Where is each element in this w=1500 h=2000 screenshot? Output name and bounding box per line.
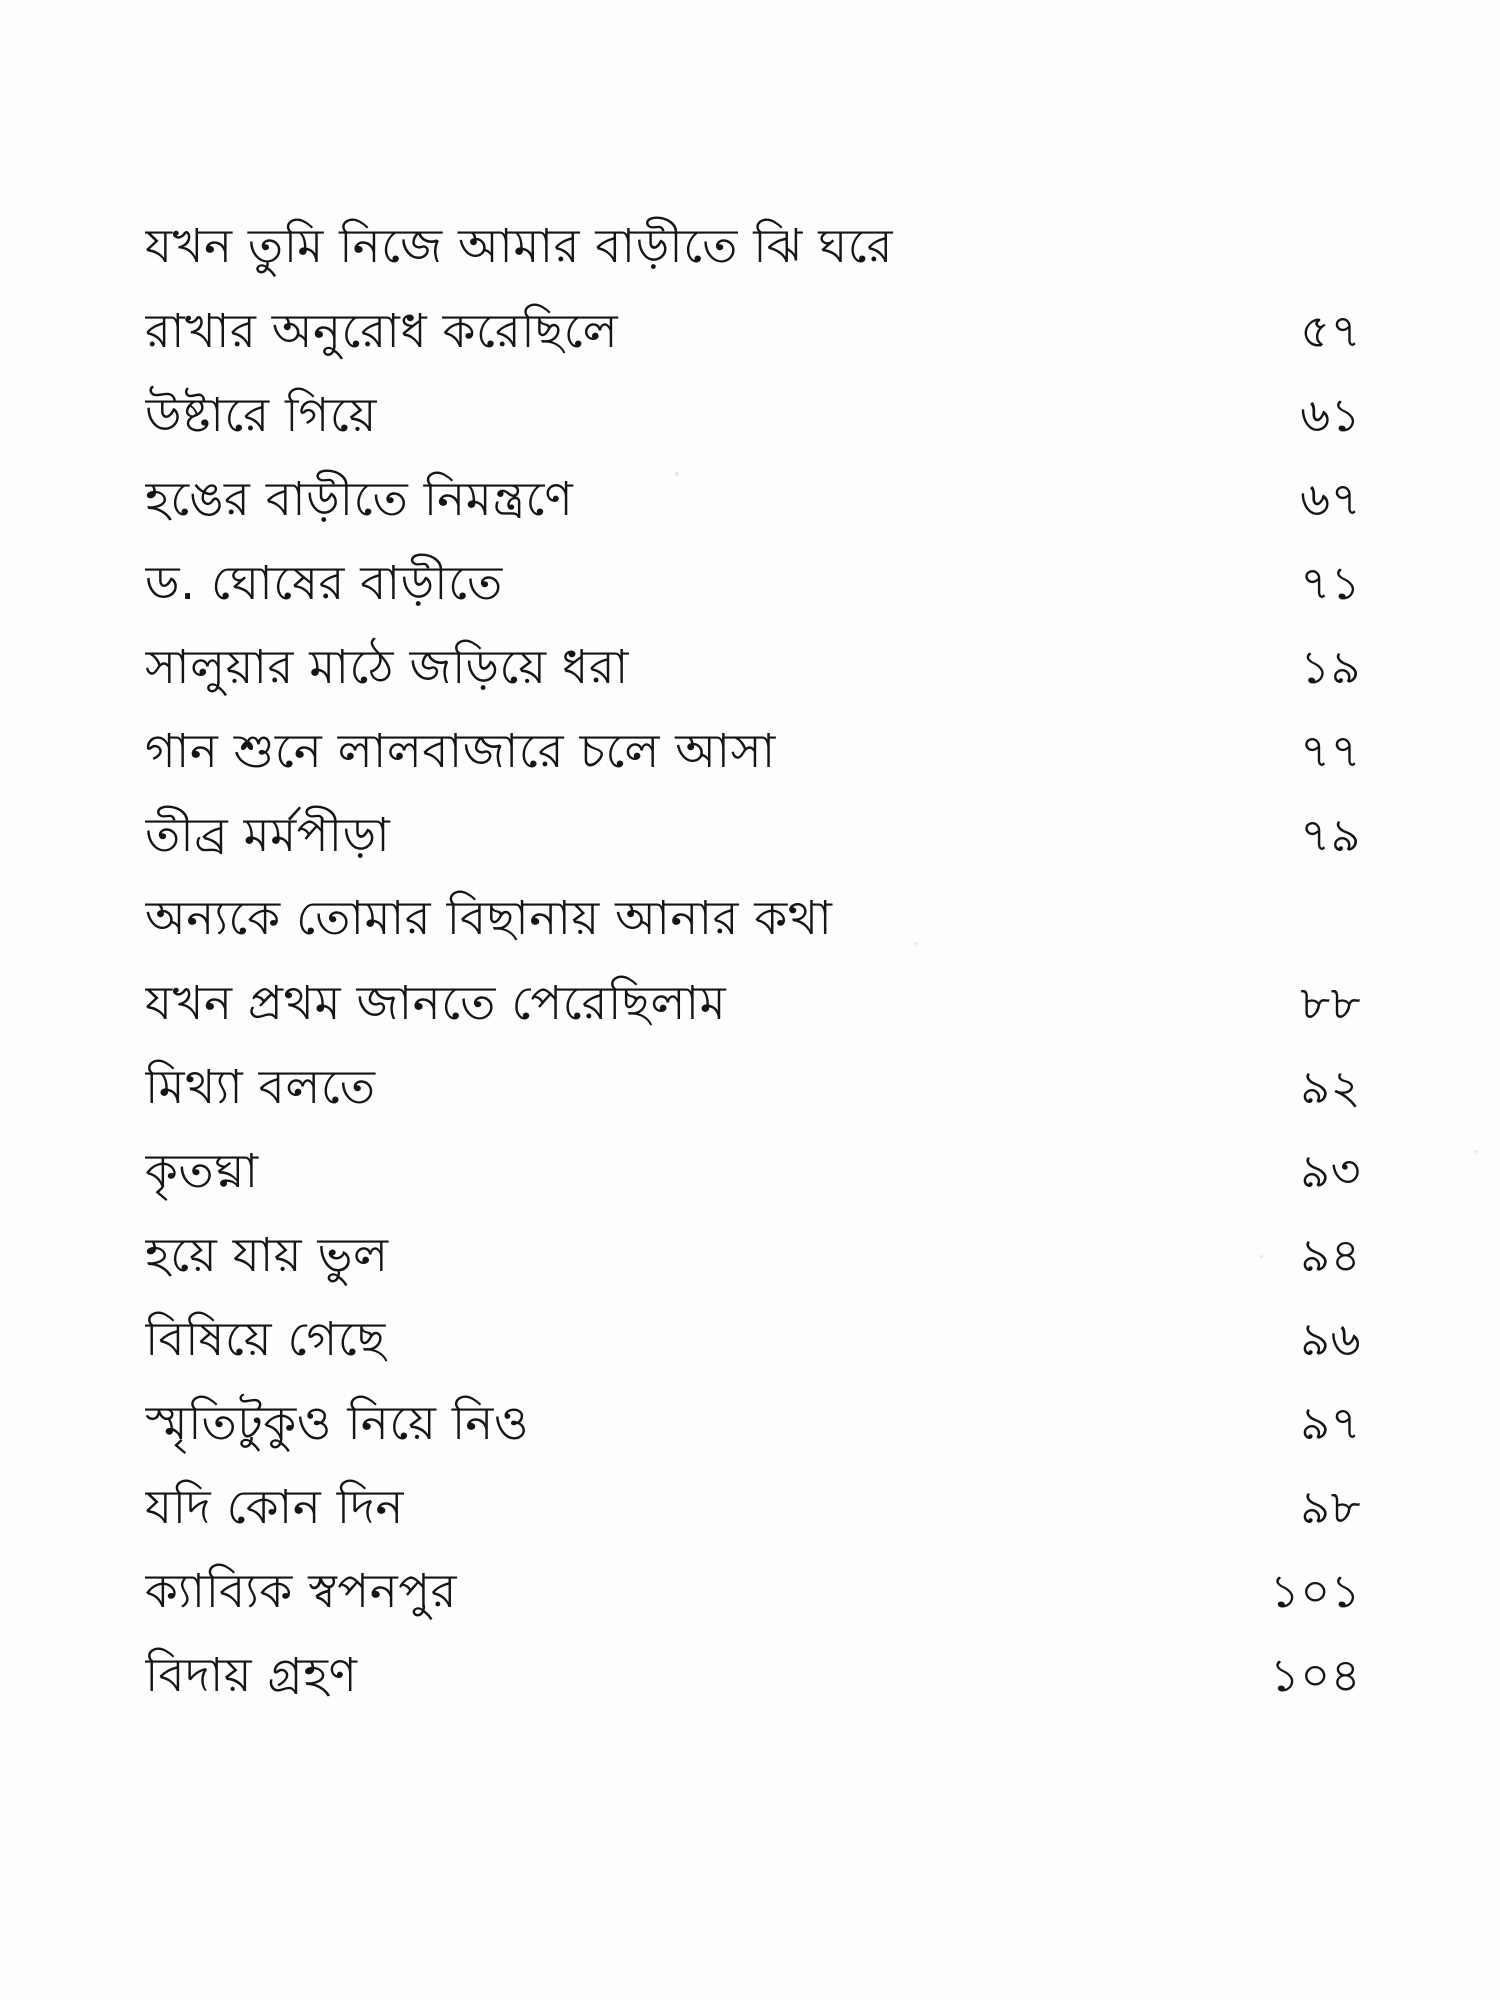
scan-speck xyxy=(915,942,918,945)
toc-entry-page: ৬৭ xyxy=(1300,472,1361,526)
toc-entry-title: মিথ্যা বলতে xyxy=(145,1060,376,1115)
toc-entry-title: হয়ে যায় ভুল xyxy=(145,1228,389,1283)
toc-entry-page: ৫৭ xyxy=(1300,304,1361,358)
toc-entry xyxy=(145,709,1365,793)
toc-entry xyxy=(145,373,1365,457)
toc-entry-title: ক্যাব্যিক স্বপনপুর xyxy=(145,1564,458,1619)
scan-speck xyxy=(1260,1255,1263,1258)
scan-speck xyxy=(1475,1150,1478,1153)
toc-entry-title: রাখার অনুরোধ করেছিলে xyxy=(145,304,619,359)
toc-entry-page: ১০৪ xyxy=(1269,1648,1361,1702)
toc-entry-page: ৯৬ xyxy=(1300,1312,1361,1366)
toc-entry xyxy=(145,541,1365,625)
toc-entry-title: ড. ঘোষের বাড়ীতে xyxy=(145,556,503,611)
toc-entry xyxy=(145,877,1365,961)
toc-entry-page: ৮৮ xyxy=(1300,976,1361,1030)
toc-entry-title: বিদায় গ্রহণ xyxy=(145,1648,358,1703)
toc-entry xyxy=(145,1129,1365,1213)
toc-entry xyxy=(145,961,1365,1045)
toc-entry-page: ১৯ xyxy=(1300,640,1361,694)
toc-entry xyxy=(145,625,1365,709)
toc-entry-page: ৯৭ xyxy=(1300,1396,1361,1450)
toc-entry-page: ৭৯ xyxy=(1300,808,1361,862)
toc-entry-title: কৃতঘ্না xyxy=(145,1144,259,1199)
toc-entry-title: স্মৃতিটুকুও নিয়ে নিও xyxy=(145,1396,529,1451)
table-of-contents xyxy=(145,205,1365,1717)
toc-entry-title: অন্যকে তোমার বিছানায় আনার কথা xyxy=(145,891,833,946)
toc-entry xyxy=(145,793,1365,877)
toc-entry-page: ৯২ xyxy=(1300,1060,1361,1114)
toc-entry-title: যখন তুমি নিজে আমার বাড়ীতে ঝি ঘরে xyxy=(145,219,894,274)
toc-entry xyxy=(145,1045,1365,1129)
toc-entry xyxy=(145,457,1365,541)
toc-entry-page: ১০১ xyxy=(1269,1564,1361,1618)
toc-entry xyxy=(145,1381,1365,1465)
toc-entry xyxy=(145,289,1365,373)
toc-entry xyxy=(145,1465,1365,1549)
toc-entry-title: সালুয়ার মাঠে জড়িয়ে ধরা xyxy=(145,640,629,695)
toc-entry-page: ৭৭ xyxy=(1300,724,1361,778)
scan-speck xyxy=(675,472,679,476)
toc-entry-page: ৭১ xyxy=(1300,556,1361,610)
toc-entry xyxy=(145,1297,1365,1381)
toc-entry-page: ৯৩ xyxy=(1300,1144,1361,1198)
toc-entry xyxy=(145,1549,1365,1633)
toc-entry-title: উষ্টারে গিয়ে xyxy=(145,388,377,443)
toc-entry-title: গান শুনে লালবাজারে চলে আসা xyxy=(145,724,776,779)
toc-entry-title: যখন প্রথম জানতে পেরেছিলাম xyxy=(145,976,727,1031)
toc-entry-title: বিষিয়ে গেছে xyxy=(145,1312,386,1367)
toc-entry-page: ৬১ xyxy=(1300,388,1361,442)
toc-entry-page: ৯৪ xyxy=(1300,1228,1361,1282)
toc-entry-title: তীব্র মর্মপীড়া xyxy=(145,808,391,863)
toc-entry-title: যদি কোন দিন xyxy=(145,1480,404,1535)
toc-entry xyxy=(145,1633,1365,1717)
toc-entry xyxy=(145,1213,1365,1297)
toc-entry-title: হঙের বাড়ীতে নিমন্ত্রণে xyxy=(145,472,574,527)
toc-entry-page: ৯৮ xyxy=(1300,1480,1361,1534)
toc-entry xyxy=(145,205,1365,289)
